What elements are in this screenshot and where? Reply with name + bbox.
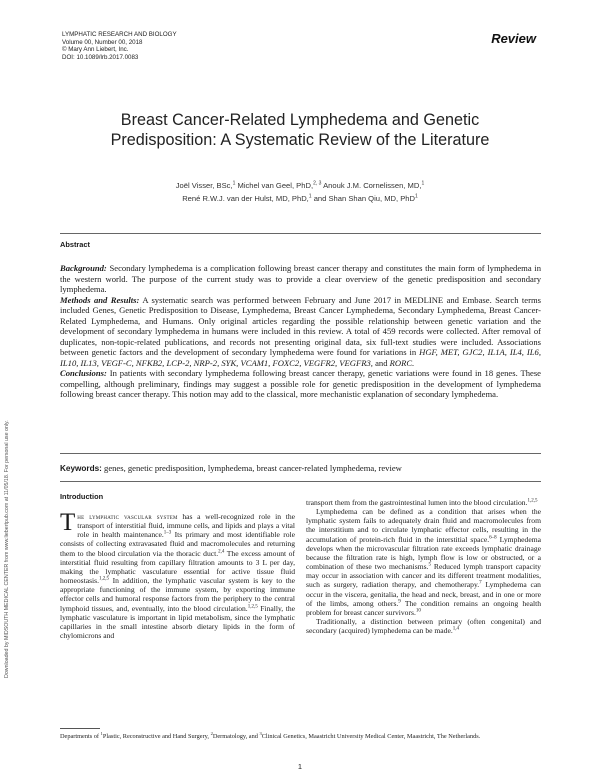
author-list xyxy=(60,179,540,205)
download-notice-text: Downloaded by MIDSOUTH MEDICAL CENTER from www.liebertpub.com at 11/05/18. For personal use only. xyxy=(4,420,10,678)
title-line-1: Breast Cancer-Related Lymphedema and Genetic xyxy=(120,111,480,129)
citation: 5 xyxy=(428,562,431,568)
journal-doi: DOI: 10.1089/lrb.2017.0083 xyxy=(62,53,139,61)
citation: 10 xyxy=(415,608,421,614)
intro-sentence-4: In addition, the lymphatic vascular system is key to the appropriate functioning of the immune system, by exporting immune effector cells and humoral response factors from the periphery to the central lymphoid tissues, and, eventually, into the blood circulation. xyxy=(60,576,295,613)
intro-sentence-3: The excess amount of interstitial fluid resulting from capillary filtration amounts to 3 L per day, making the lymphatic vasculature essential for active tissue fluid homeostasis. xyxy=(60,548,295,586)
affiliation-marker: 2 xyxy=(210,730,213,736)
definition-sentence-3: Reduced lymph transport capacity may occur in association with cancer and its different treatment modalities, such as surgery, radiation therapy, and chemotherapy. xyxy=(306,562,541,590)
keywords-label: Keywords: xyxy=(60,464,102,473)
introduction-heading: Introduction xyxy=(60,492,104,501)
title-line-2: Predisposition: A Systematic Review of the Literature xyxy=(110,131,490,149)
journal-info xyxy=(62,31,177,61)
keywords-line xyxy=(60,463,541,475)
lymphedema-definition-paragraph xyxy=(306,507,541,617)
abstract-conclusions xyxy=(60,368,541,400)
gene-list-and: and xyxy=(375,357,388,368)
citation: 6–8 xyxy=(489,535,497,541)
abstract-body xyxy=(60,263,541,400)
background-text: Secondary lymphedema is a complication following breast cancer therapy and constitutes the main form of lymphedema in the western world. The purpose of the current study was to provide a clear overview of the genetic predisposition and secondary lymphedema. xyxy=(60,263,541,294)
page-number: 1 xyxy=(297,762,303,771)
citation: 9 xyxy=(398,599,401,605)
intro-sentence-5: Finally, the lymphatic vasculature is important in lipid metabolism, since the lymphatic capillaries in the small intestine absorb dietary lipids in the form of chylomicrons and xyxy=(60,603,295,641)
methods-label: Methods and Results: xyxy=(60,294,140,305)
conclusions-text: In patients with secondary lymphedema following breast cancer therapy, genetic variations were found in 18 genes. These compelling, although preliminary, findings may suggest a possible role for genetic predisposition in the development of lymphedema following breast cancer therapy. This notion may add to the classical, more mechanistic explanation of secondary lymphedema. xyxy=(60,368,541,399)
download-side-note xyxy=(2,258,16,678)
continuation-text: transport them from the gastrointestinal lumen into the blood circulation. xyxy=(306,498,528,507)
background-label: Background: xyxy=(60,263,107,273)
department-1: Plastic, Reconstructive and Hand Surgery, xyxy=(102,733,209,740)
intro-sentence-2: Its primary and most identifiable role consists of collecting extravasated fluid and macromolecules and returning them to the blood circulation via the thoracic duct. xyxy=(60,530,295,558)
definition-sentence-5: The condition remains an ongoing health problem for breast cancer survivors. xyxy=(306,598,541,617)
citation: 1,4 xyxy=(452,626,459,632)
citation: 7 xyxy=(479,580,482,586)
affiliation-marker: 1 xyxy=(100,730,103,736)
abstract-top-rule xyxy=(60,233,541,234)
author-2-affiliation: 2, 3 xyxy=(313,180,322,187)
citation: 2,4 xyxy=(218,549,225,555)
gene-list: HGF, MET, GJC2, IL1A, IL4, IL6, IL10, IL13, VEGF-C, NFKB2, LCP-2, NRP-2, SYK, VCAM1, FOXC2, VEGFR2, VEGFR3, xyxy=(60,347,541,368)
keywords-top-rule xyxy=(60,453,541,454)
author-2: Michel van Geel, PhD, xyxy=(237,181,314,190)
author-5: and Shan Shan Qiu, MD, PhD xyxy=(313,194,416,203)
author-1: Joël Visser, BSc, xyxy=(175,181,233,190)
citation: 1,2,5 xyxy=(527,498,538,504)
journal-volume: Volume 00, Number 00, 2018 xyxy=(62,38,143,46)
smallcaps-lead: he lymphatic vascular system xyxy=(77,512,178,521)
classification-paragraph xyxy=(306,617,541,635)
definition-sentence-2: Lymphedema develops when the microvascular filtration rate exceeds lymphatic drainage because the filtration rate is high, lymph flow is low or obstructed, or a combination of these two mechanisms. xyxy=(306,534,541,572)
continuation-paragraph xyxy=(306,498,541,507)
keywords-bottom-rule xyxy=(60,481,541,482)
gene-list-last: RORC. xyxy=(389,357,415,368)
author-3-affiliation: 1 xyxy=(421,180,425,187)
author-3: Anouk J.M. Cornelissen, MD, xyxy=(323,181,422,190)
footnote-prefix: Departments of xyxy=(60,733,99,740)
definition-sentence-1: Lymphedema can be defined as a condition that arises when the lymphatic system fails to adequately drain fluid and macromolecules from the interstitium and to circulate lymphatic effector cells, resulting in the accumulation of protein-rich fluid in the interstitial space. xyxy=(306,507,541,544)
article-type-label: Review xyxy=(491,31,536,46)
definition-sentence-4: Lymphedema can occur in the viscera, genitalia, the head and neck, breast, and in one or more of the limbs, among others. xyxy=(306,580,541,608)
methods-text: A systematic search was performed between February and June 2017 in MEDLINE and Embase. Search terms included Genes, Genetic Predisposition to Disease, Lymphedema, Breast Cancer Lymphedema, Secondary Lymphedema, Breast Cancer-Related Lymphedema, and Humans. Only original articles regarding the possible relationship between genetic variation and the development of secondary lymphedema in humans were included in this review. A total of 459 records were collected. After removal of duplicates, non-topic-related publications, and records not presenting original data, six full-text studies were included. Associations between genetic factors and the development of secondary lymphedema were found for variations in xyxy=(60,294,541,357)
author-4-affiliation: 1 xyxy=(308,193,312,200)
abstract-heading: Abstract xyxy=(60,240,90,249)
citation: 1–3 xyxy=(163,530,172,536)
intro-sentence-1: has a well-recognized role in the transport of interstitial fluid, immune cells, and lipids and plays a vital role in health maintenance. xyxy=(77,512,295,540)
abstract-background xyxy=(60,263,541,295)
abstract-methods xyxy=(60,295,541,369)
keywords-text: genes, genetic predisposition, lymphedema, breast cancer-related lymphedema, review xyxy=(104,463,402,473)
classification-sentence: Traditionally, a distinction between primary (often congenital) and secondary (acquired) lymphedema can be made. xyxy=(306,617,541,636)
article-title xyxy=(60,110,540,150)
footnote-rule xyxy=(60,728,100,729)
department-2: Dermatology, and xyxy=(212,733,258,740)
drop-cap: T xyxy=(60,509,76,536)
author-5-affiliation: 1 xyxy=(415,193,418,200)
citation: 1,2,5 xyxy=(247,604,258,610)
journal-name: LYMPHATIC RESEARCH AND BIOLOGY xyxy=(62,31,177,38)
author-4: René R.W.J. van der Hulst, MD, PhD, xyxy=(182,194,309,203)
department-3: Clinical Genetics, Maastricht University Medical Center, Maastricht, The Netherlands. xyxy=(261,733,481,740)
affiliations-footnote xyxy=(60,730,541,742)
introduction-right-column xyxy=(306,498,541,635)
journal-copyright: © Mary Ann Liebert, Inc. xyxy=(62,46,129,54)
conclusions-label: Conclusions: xyxy=(60,368,107,378)
affiliation-marker: 3 xyxy=(259,730,262,736)
citation: 1,2,5 xyxy=(99,576,110,582)
introduction-left-column xyxy=(60,509,295,641)
author-1-affiliation: 1 xyxy=(232,180,236,187)
